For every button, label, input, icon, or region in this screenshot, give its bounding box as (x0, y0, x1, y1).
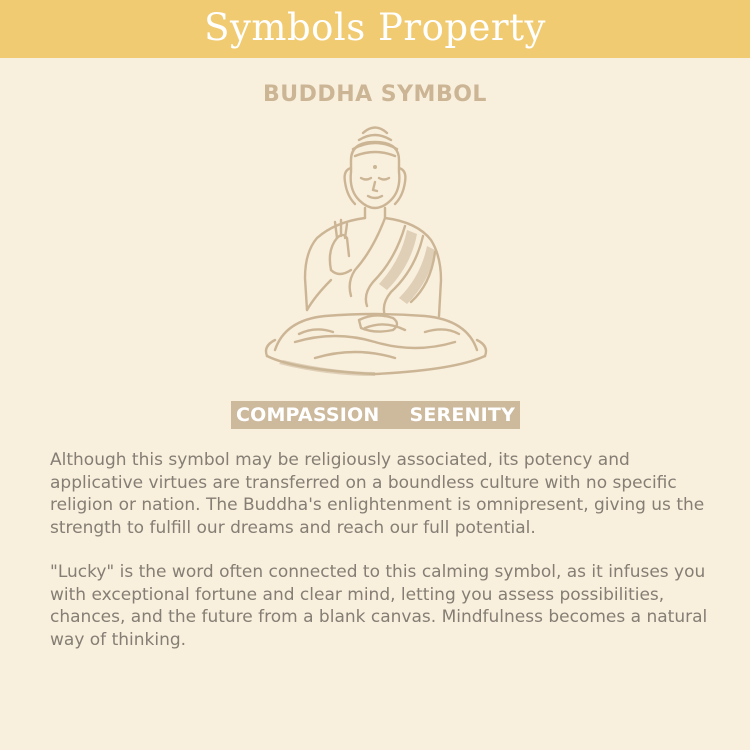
description-paragraph: "Lucky" is the word often connected to this calming symbol, as it infuses you with exceptional fortune and clear mind, letting you assess possibilities, chances, and the future from a blank canvas. Mindfulness becomes a natural way of thinking. (50, 562, 708, 650)
keyword-bar (231, 401, 520, 429)
keyword-serenity: SERENITY (409, 403, 516, 426)
page-title: Symbols Property (204, 5, 546, 49)
description-paragraph: Although this symbol may be religiously associated, its potency and applicative virtues are transferred on a boundless culture with no specific religion or nation. The Buddha's enlightenment is omnipresent, giving us the strength to fulfill our dreams and reach our full potential. (50, 450, 705, 538)
description-text (50, 449, 720, 673)
symbol-heading: BUDDHA SYMBOL (263, 82, 487, 107)
header-bar (0, 0, 750, 58)
keyword-compassion: COMPASSION (235, 403, 380, 426)
buddha-meditating-icon (255, 120, 495, 390)
